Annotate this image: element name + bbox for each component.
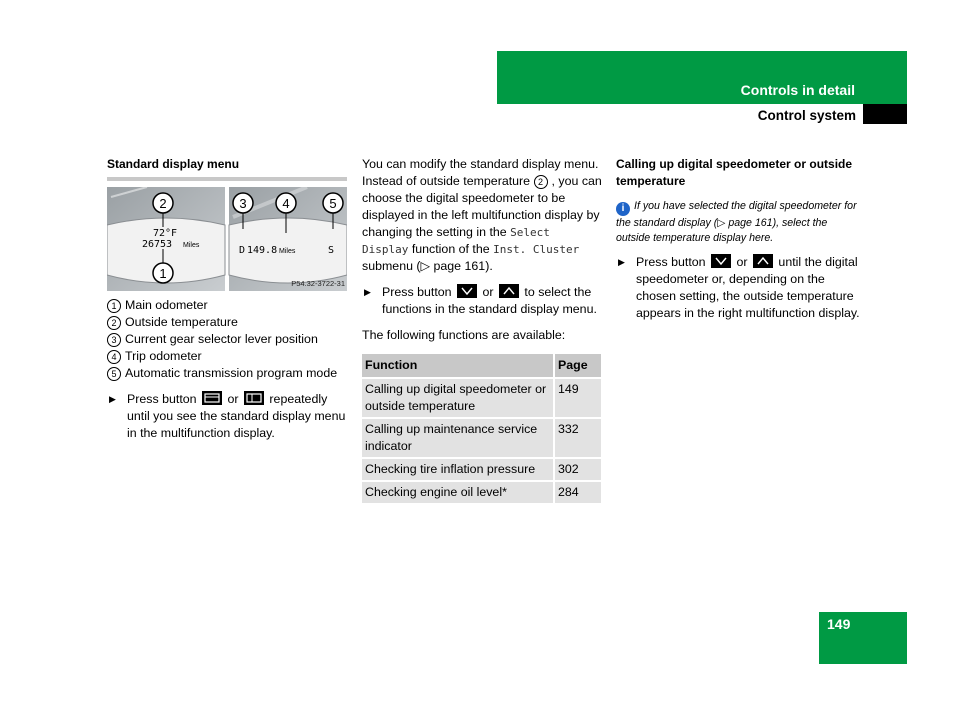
callout-3 [233, 193, 253, 213]
header-tab-marker [863, 104, 907, 124]
info-note: i If you have selected the digital speedometer for the standard display (▷ page 161), select the outside temperature display here. [616, 200, 857, 244]
table-row: Checking tire inflation pressure 302 [362, 459, 601, 480]
legend-item: 1 Main odometer [107, 297, 347, 314]
instruction-step: ▶ Press button or repeatedly until you see the standard display menu in the multifunction display. [109, 392, 346, 440]
callout-1 [153, 263, 173, 283]
callout-4 [276, 193, 296, 213]
outside-temp-readout: 72°F [152, 228, 178, 239]
functions-table [360, 352, 603, 505]
display-forward-button-icon [244, 391, 264, 405]
main-odometer-units: Miles [183, 242, 200, 249]
figure-legend [107, 297, 347, 382]
subsection-title: Control system [757, 108, 856, 123]
down-button-icon [457, 284, 477, 298]
table-row: Calling up maintenance service indicator 332 [362, 419, 601, 457]
column-modify-menu [362, 156, 602, 505]
table-header-row [362, 354, 601, 377]
svg-text:3: 3 [239, 196, 247, 211]
functions-intro: The following functions are available: [362, 328, 566, 342]
legend-item: 4 Trip odometer [107, 348, 347, 365]
figure-ref-code: P54.32-3722-31 [291, 279, 345, 288]
trip-odometer-units: Miles [279, 248, 296, 255]
instrument-cluster-figure [107, 187, 347, 291]
callout-2 [153, 193, 173, 213]
standard-display-heading: Standard display menu [107, 157, 240, 171]
display-back-button-icon [202, 391, 222, 405]
legend-item: 2 Outside temperature [107, 314, 347, 331]
column-digital-speedometer [616, 156, 860, 322]
legend-item: 3 Current gear selector lever position [107, 331, 347, 348]
gear-position-readout: D [239, 245, 246, 256]
up-button-icon [499, 284, 519, 298]
bullet-triangle-icon: ▶ [618, 257, 625, 268]
section-title: Controls in detail [740, 82, 855, 98]
down-button-icon [711, 254, 731, 268]
up-button-icon [753, 254, 773, 268]
table-row: Checking engine oil level* 284 [362, 482, 601, 503]
callout-5 [323, 193, 343, 213]
column-standard-display [107, 156, 347, 442]
table-row: Calling up digital speedometer or outside temperature 149 [362, 379, 601, 417]
column-header-function: Function [362, 354, 553, 377]
speedometer-heading: Calling up digital speedometer or outside temperature [616, 157, 853, 188]
trip-odometer-readout: 149.8 [247, 245, 278, 256]
info-icon: i [616, 202, 630, 216]
instruction-step: ▶ Press button or until the digital speedometer or, depending on the chosen setting, the outside temperature appears in the right multifunction display. [618, 255, 860, 321]
main-odometer-readout: 26753 [141, 239, 173, 250]
svg-text:1: 1 [159, 266, 167, 281]
cluster-illustration [107, 187, 347, 291]
page-number-box [819, 612, 907, 664]
svg-text:2: 2 [159, 196, 167, 211]
svg-text:5: 5 [329, 196, 337, 211]
bullet-triangle-icon: ▶ [364, 287, 371, 297]
legend-item: 5 Automatic transmission program mode [107, 365, 347, 382]
page-number: 149 [827, 616, 851, 632]
heading-rule [107, 177, 347, 181]
header-banner [497, 51, 907, 104]
instruction-step: ▶ Press button or to select the functions in the standard display menu. [364, 285, 597, 316]
column-header-page: Page [555, 354, 601, 377]
bullet-triangle-icon: ▶ [109, 394, 116, 404]
svg-text:4: 4 [282, 196, 290, 211]
program-mode-readout: S [328, 245, 335, 256]
intro-paragraph: You can modify the standard display menu. Instead of outside temperature 2 , you can choose the digital speedometer to be displayed in the left multifunction display by changing the setting in the Select Display function of the Inst. Cluster submenu (▷ page 161). [362, 157, 602, 273]
